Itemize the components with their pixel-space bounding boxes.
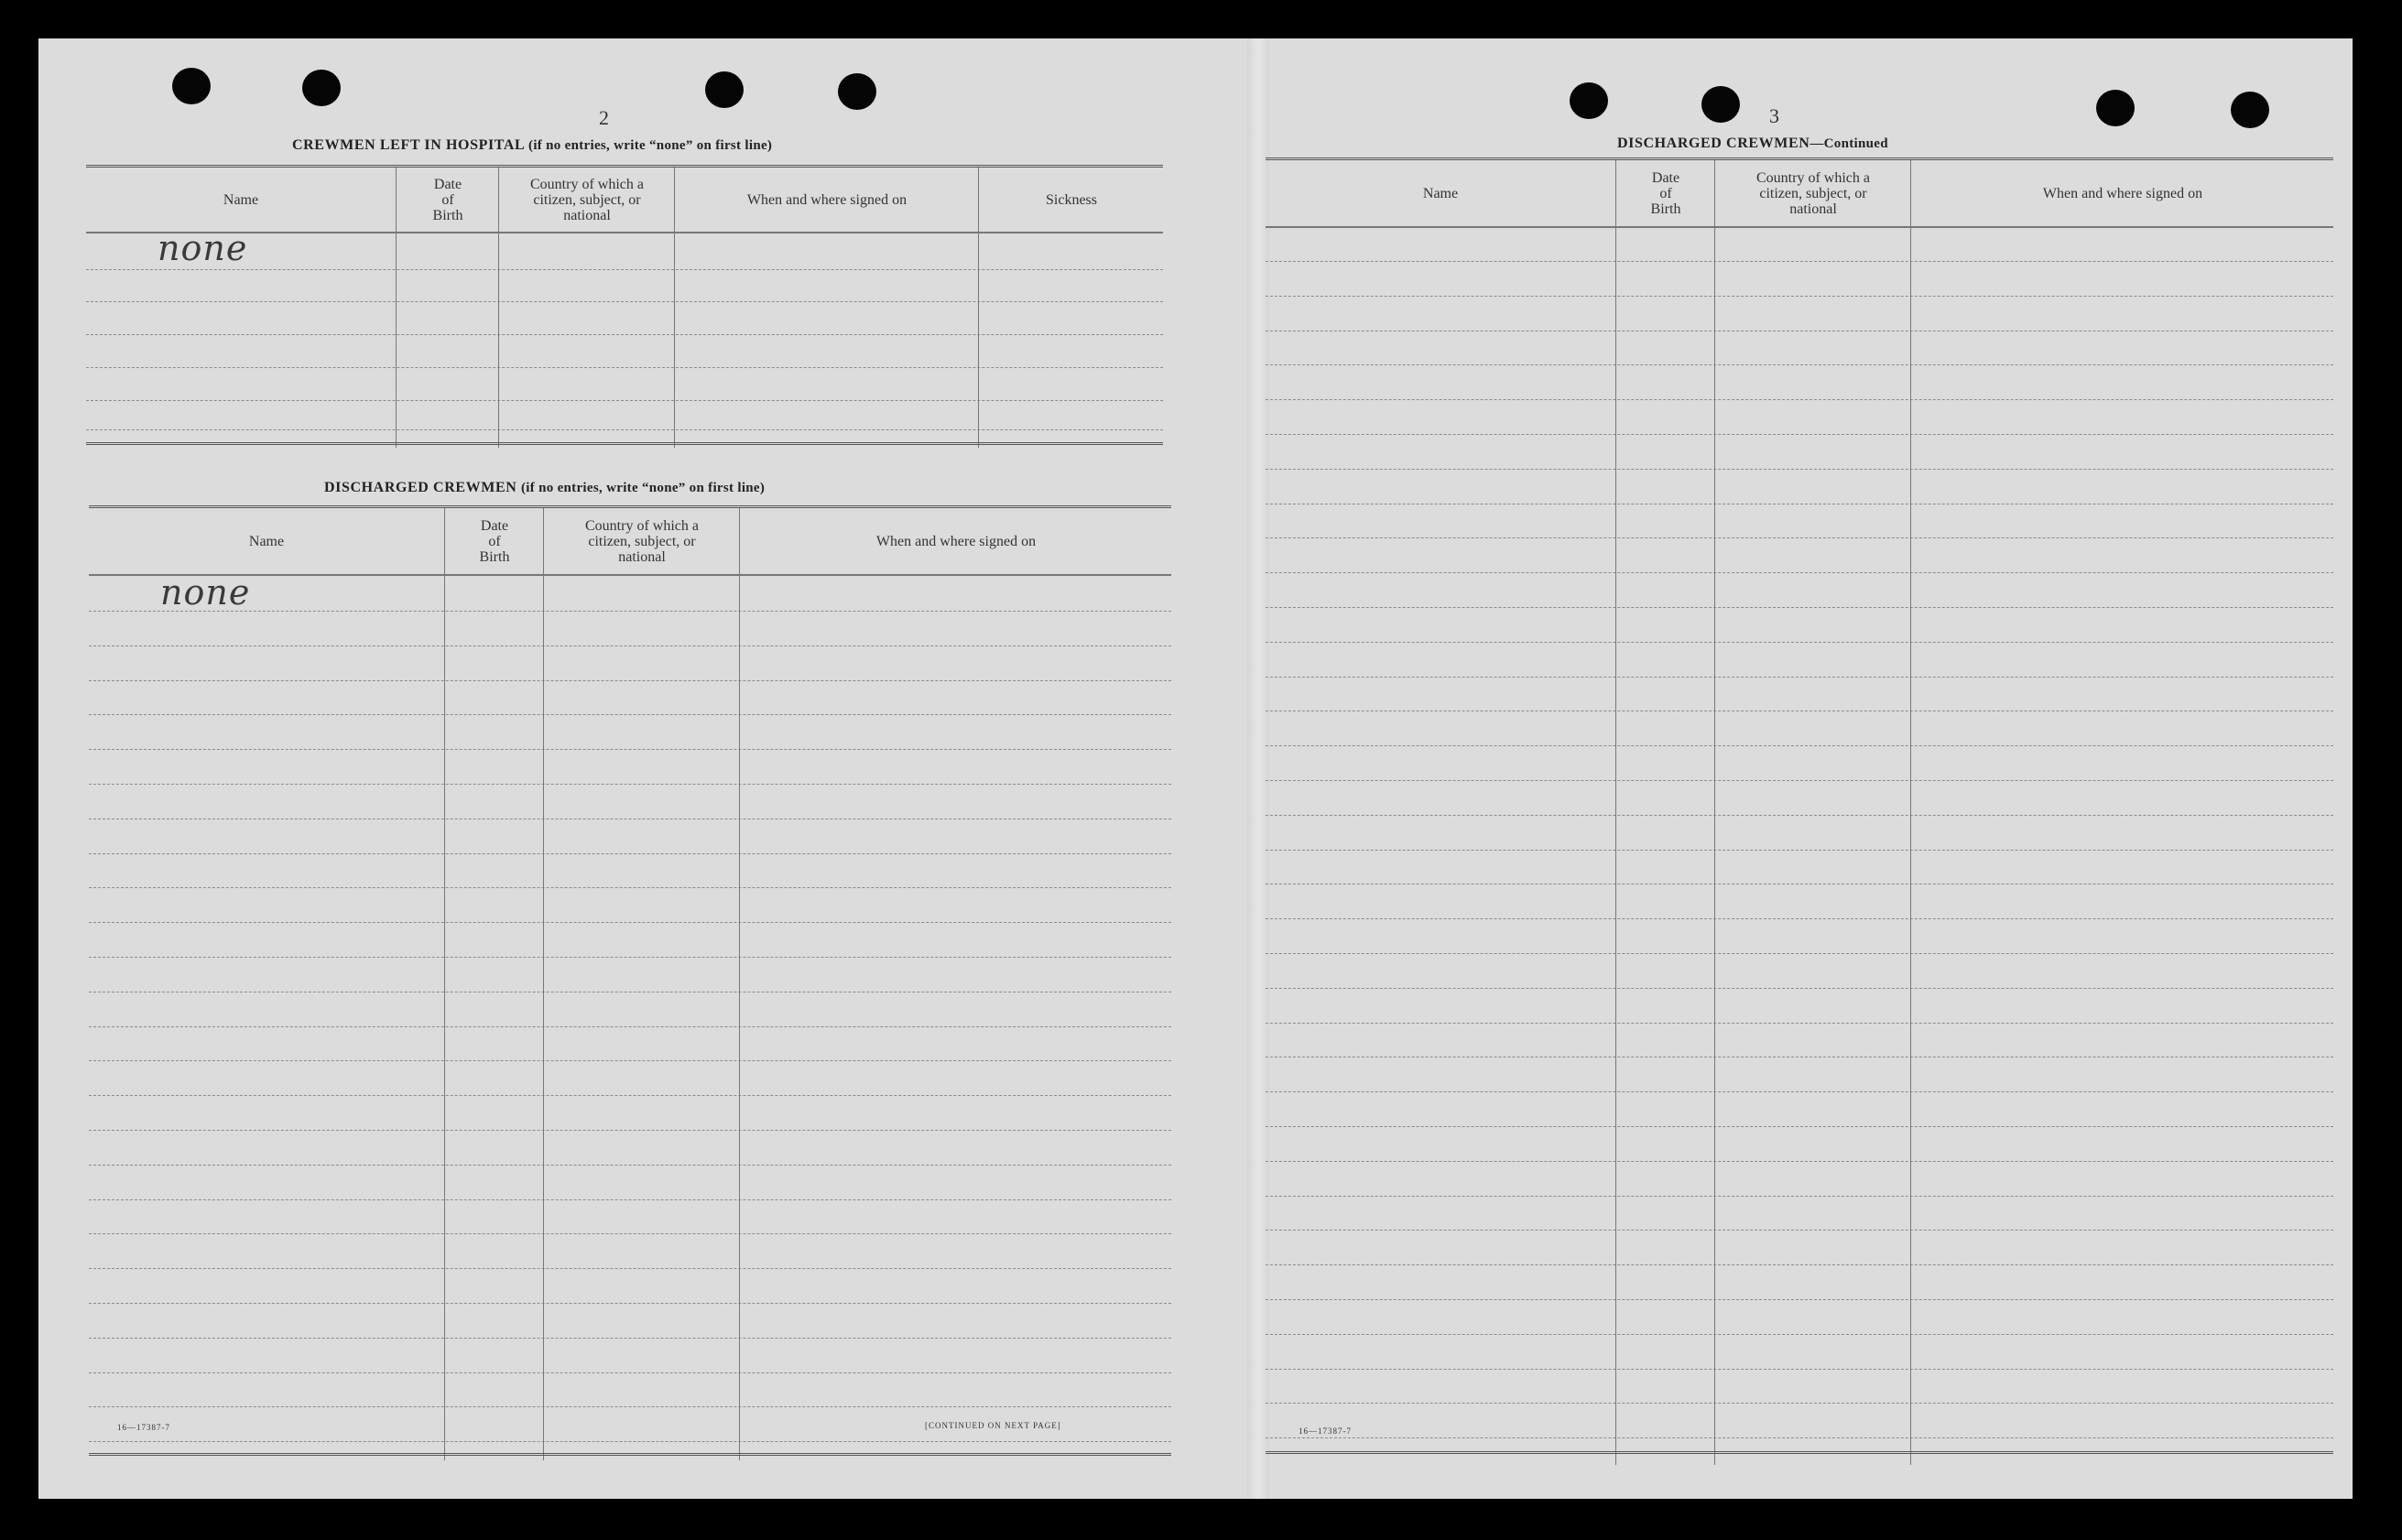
table-row	[1266, 1091, 2333, 1092]
table-row	[1266, 1196, 2333, 1197]
table-row	[1266, 642, 2333, 643]
table-row	[89, 714, 1171, 715]
table-row	[89, 749, 1171, 750]
table-bottom-rule	[1266, 1451, 2333, 1454]
table-row	[1266, 1264, 2333, 1265]
column-header-name: Name	[1422, 185, 1459, 201]
table-row	[1266, 677, 2333, 678]
table-bottom-rule	[89, 1453, 1171, 1456]
table-row	[86, 334, 1163, 335]
column-divider	[444, 508, 445, 1460]
table-row	[89, 611, 1171, 612]
form-sheet	[38, 38, 2353, 1499]
punch-hole	[2231, 92, 2269, 128]
table-row	[86, 301, 1163, 302]
column-divider	[674, 168, 675, 448]
table-row	[86, 367, 1163, 368]
table-row	[89, 1406, 1171, 1407]
table-row	[1266, 988, 2333, 989]
table-row	[1266, 607, 2333, 608]
column-header-sickness: Sickness	[1046, 191, 1097, 208]
table-row	[1266, 1403, 2333, 1404]
table-row	[89, 1095, 1171, 1096]
handwritten-none: none	[158, 228, 248, 268]
table-row	[1266, 1369, 2333, 1370]
table-row	[1266, 1230, 2333, 1231]
table-row	[1266, 1299, 2333, 1300]
continued-note: [CONTINUED ON NEXT PAGE]	[925, 1421, 1061, 1430]
table-row	[89, 957, 1171, 958]
table-row	[1266, 745, 2333, 746]
column-divider	[1615, 160, 1616, 1465]
column-divider	[1910, 160, 1911, 1465]
column-header-signed-on: When and where signed on	[2042, 185, 2203, 201]
header-rule	[89, 574, 1171, 576]
handwritten-none: none	[160, 572, 251, 613]
continued-label: —Continued	[1810, 136, 1888, 151]
table-row	[89, 1165, 1171, 1166]
table-row	[1266, 469, 2333, 470]
section-title-discharged-continued	[1617, 136, 1888, 152]
table-row	[86, 269, 1163, 270]
hospital-instruction: (if no entries, write “none” on first line)	[528, 138, 773, 153]
table-row	[1266, 710, 2333, 711]
table-row	[1266, 399, 2333, 400]
column-divider	[498, 168, 499, 448]
table-row	[89, 853, 1171, 854]
discharged-table	[89, 505, 1171, 1460]
table-bottom-rule	[86, 442, 1163, 445]
page-number: 2	[599, 106, 609, 129]
table-row	[1266, 434, 2333, 435]
section-title-hospital	[292, 137, 772, 154]
column-divider	[1714, 160, 1715, 1465]
table-row	[1266, 364, 2333, 365]
form-number: 16—17387-7	[1299, 1426, 1352, 1436]
table-row	[86, 400, 1163, 401]
table-row	[1266, 1126, 2333, 1127]
discharged-title: DISCHARGED CREWMEN	[1617, 136, 1810, 151]
punch-hole	[705, 71, 744, 108]
table-row	[1266, 850, 2333, 851]
table-row	[1266, 953, 2333, 954]
table-row	[89, 1233, 1171, 1234]
column-header-signed-on: When and where signed on	[746, 191, 908, 208]
table-row	[86, 429, 1163, 430]
punch-hole	[172, 68, 211, 104]
table-row	[89, 1338, 1171, 1339]
form-number: 16—17387-7	[117, 1423, 170, 1432]
hospital-title: CREWMEN LEFT IN HOSPITAL	[292, 137, 525, 153]
header-rule	[86, 232, 1163, 233]
discharged-continued-table	[1266, 157, 2333, 1465]
column-header-country: Country of which a citizen, subject, or national	[1756, 169, 1870, 217]
column-header-name: Name	[223, 191, 259, 208]
column-header-name: Name	[248, 533, 285, 549]
table-row	[1266, 1161, 2333, 1162]
table-row	[89, 887, 1171, 888]
column-header-country: Country of which a citizen, subject, or national	[585, 517, 699, 565]
column-header-date-of-birth: Date of Birth	[1650, 169, 1681, 217]
discharged-instruction: (if no entries, write “none” on first line)	[520, 481, 766, 495]
page-number: 3	[1769, 104, 1779, 127]
column-header-country: Country of which a citizen, subject, or national	[530, 176, 644, 223]
table-row	[1266, 296, 2333, 297]
table-row	[89, 1441, 1171, 1442]
column-header-date-of-birth: Date of Birth	[432, 176, 463, 223]
table-row	[89, 1303, 1171, 1304]
column-divider	[739, 508, 740, 1460]
table-row	[1266, 537, 2333, 538]
column-divider	[978, 168, 979, 448]
punch-hole	[1570, 82, 1608, 119]
table-row	[1266, 780, 2333, 781]
table-row	[1266, 918, 2333, 919]
discharged-title: DISCHARGED CREWMEN	[324, 480, 517, 495]
table-row	[89, 645, 1171, 646]
table-row	[89, 680, 1171, 681]
column-divider	[543, 508, 544, 1460]
table-row	[1266, 261, 2333, 262]
column-header-signed-on: When and where signed on	[875, 533, 1037, 549]
table-row	[1266, 572, 2333, 573]
table-row	[89, 922, 1171, 923]
table-row	[89, 1268, 1171, 1269]
table-row	[1266, 815, 2333, 816]
table-row	[89, 1372, 1171, 1373]
punch-hole	[1701, 86, 1740, 123]
table-row	[89, 784, 1171, 785]
table-row	[1266, 1437, 2333, 1438]
column-divider	[396, 168, 397, 448]
punch-hole	[2096, 90, 2135, 126]
hospital-table	[86, 165, 1163, 448]
header-rule	[1266, 226, 2333, 228]
punch-hole	[302, 70, 341, 106]
punch-hole	[838, 73, 876, 110]
table-row	[1266, 1334, 2333, 1335]
section-title-discharged	[324, 480, 765, 496]
table-row	[89, 1060, 1171, 1061]
column-header-date-of-birth: Date of Birth	[479, 517, 510, 565]
table-row	[1266, 1023, 2333, 1024]
table-row	[89, 1199, 1171, 1200]
table-row	[89, 1130, 1171, 1131]
table-row	[89, 1026, 1171, 1027]
